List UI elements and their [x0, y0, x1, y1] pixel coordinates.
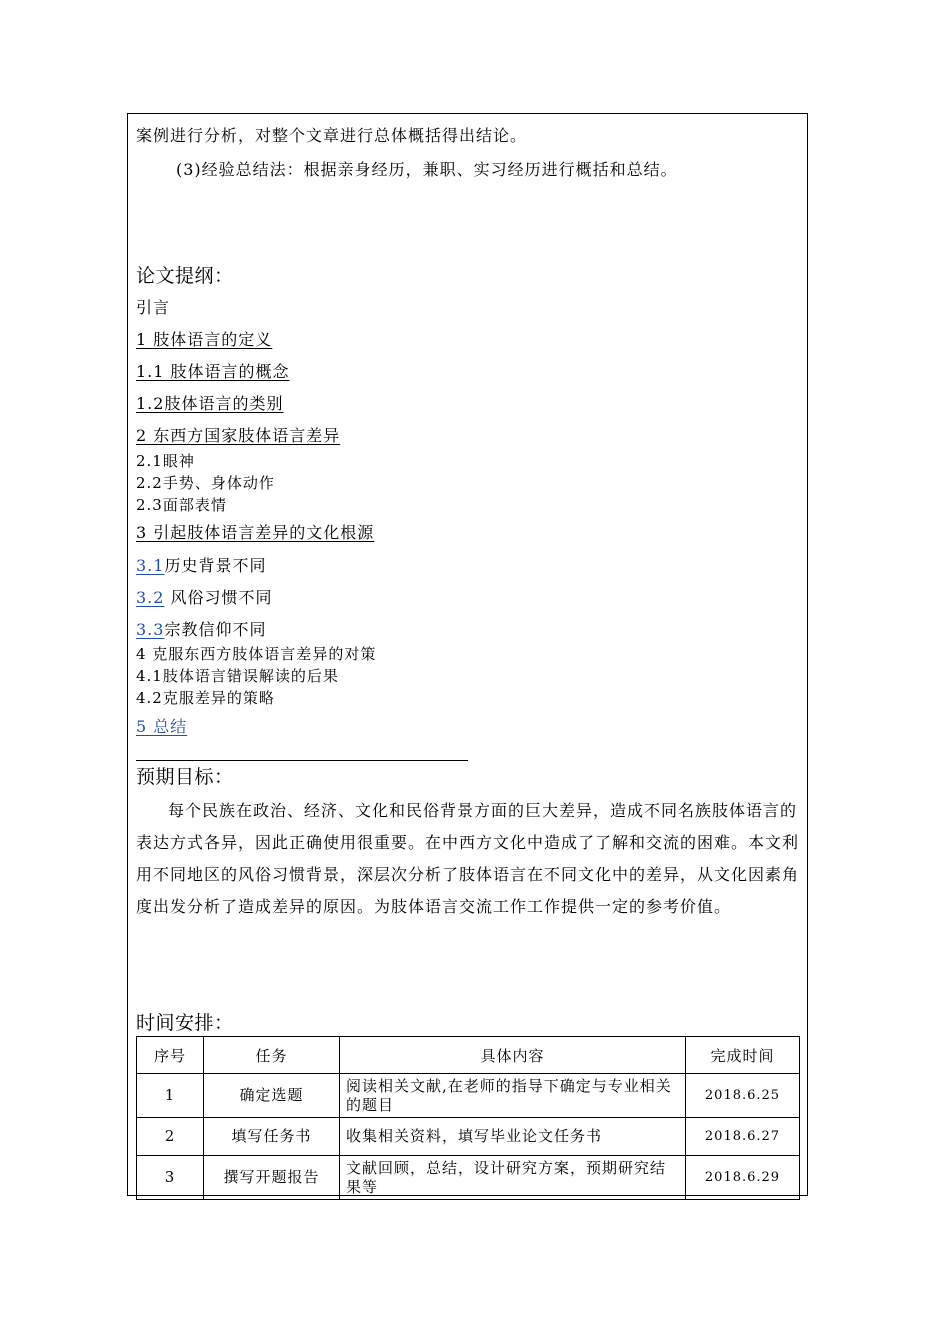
outline-item-1-2: 1.2肢体语言的类别: [136, 394, 284, 413]
outline-item-4-2: 4.2克服差异的策略: [136, 689, 275, 707]
row-number: 2: [137, 1118, 204, 1156]
col-header-number: 序号: [137, 1037, 204, 1074]
row-content: 阅读相关文献,在老师的指导下确定与专业相关的题目: [340, 1074, 686, 1118]
outline-item-3-2: [136, 588, 273, 608]
table-row: [137, 1156, 800, 1200]
outline-item-intro: 引言: [136, 298, 171, 317]
row-number: 3: [137, 1156, 204, 1200]
outline-item-2-3: 2.3面部表情: [136, 496, 227, 514]
goals-paragraph: 每个民族在政治、经济、文化和民俗背景方面的巨大差异，造成不同名族肢体语言的表达方式各异，因此正确使用很重要。在中西方文化中造成了了解和交流的困难。本文利用不同地区的风俗习惯背景，深层次分析了肢体语言在不同文化中的差异，从文化因素角度出发分析了造成差异的原因。为肢体语言交流工作工作提供一定的参考价值。: [136, 801, 800, 916]
outline-item-3-1-text: 历史背景不同: [164, 556, 267, 575]
row-task: 撰写开题报告: [204, 1156, 340, 1200]
outline-link-5[interactable]: 5 总结: [136, 717, 188, 736]
outline-item-1: 1 肢体语言的定义: [136, 330, 273, 349]
row-content: 文献回顾，总结，设计研究方案，预期研究结果等: [340, 1156, 686, 1200]
row-content: 收集相关资料，填写毕业论文任务书: [340, 1118, 686, 1156]
outline-item-4: 4 克服东西方肢体语言差异的对策: [136, 645, 377, 663]
schedule-table: [136, 1036, 800, 1200]
goals-heading: 预期目标：: [136, 766, 234, 788]
outline-item-3-3-text: 宗教信仰不同: [164, 620, 267, 639]
outline-item-4-1: 4.1肢体语言错误解读的后果: [136, 667, 339, 685]
outline-heading: 论文提纲：: [136, 265, 234, 287]
outline-item-2: 2 东西方国家肢体语言差异: [136, 426, 341, 445]
outline-item-2-2: 2.2手势、身体动作: [136, 474, 275, 492]
outline-item-3-1: [136, 556, 266, 576]
table-row: [137, 1074, 800, 1118]
row-date: 2018.6.29: [686, 1156, 800, 1200]
outline-item-3-2-text: 风俗习惯不同: [164, 588, 273, 607]
row-date: 2018.6.27: [686, 1118, 800, 1156]
col-header-content: 具体内容: [340, 1037, 686, 1074]
outline-item-2-1: 2.1眼神: [136, 452, 195, 470]
outline-item-5: [136, 717, 187, 737]
section-divider: [136, 760, 468, 761]
table-row: [137, 1118, 800, 1156]
outline-item-3: 3 引起肢体语言差异的文化根源: [136, 523, 375, 542]
outline-item-3-3: [136, 620, 266, 640]
row-task: 填写任务书: [204, 1118, 340, 1156]
intro-line-2: (3)经验总结法：根据亲身经历，兼职、实习经历进行概括和总结。: [176, 160, 678, 179]
row-number: 1: [137, 1074, 204, 1118]
row-date: 2018.6.25: [686, 1074, 800, 1118]
outline-link-3-1[interactable]: 3.1: [136, 556, 165, 575]
outline-item-1-1: 1.1 肢体语言的概念: [136, 362, 290, 381]
col-header-task: 任务: [204, 1037, 340, 1074]
outline-link-3-3[interactable]: 3.3: [136, 620, 165, 639]
row-task: 确定选题: [204, 1074, 340, 1118]
schedule-header-row: [137, 1037, 800, 1074]
schedule-heading: 时间安排：: [136, 1012, 234, 1034]
intro-line-1: 案例进行分析，对整个文章进行总体概括得出结论。: [136, 126, 528, 145]
outline-link-3-2[interactable]: 3.2: [136, 588, 165, 607]
col-header-date: 完成时间: [686, 1037, 800, 1074]
